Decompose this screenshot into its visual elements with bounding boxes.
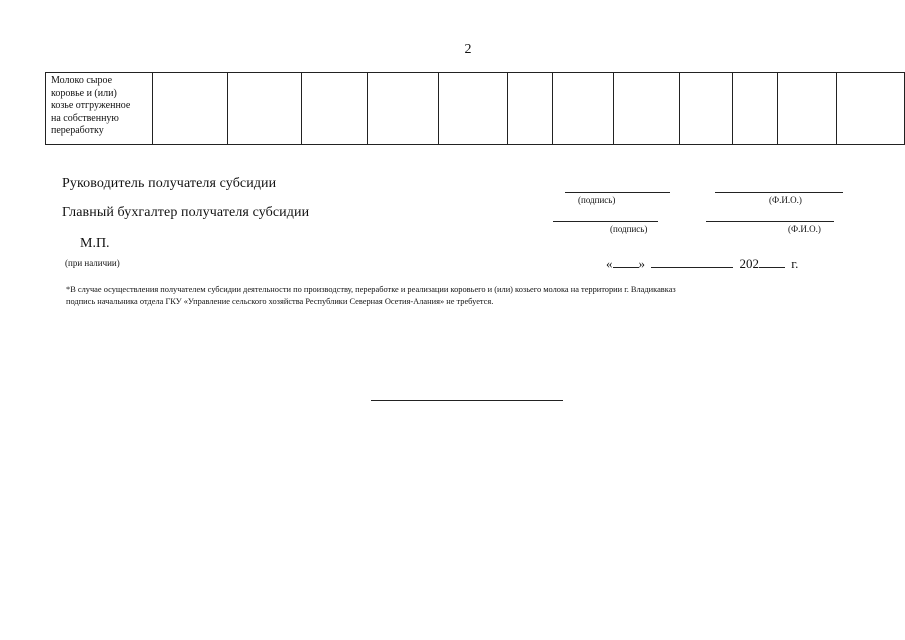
year-suffix: г. <box>791 256 799 271</box>
table-cell <box>836 73 904 145</box>
table-cell <box>553 73 613 145</box>
date-open-quote: « <box>606 256 613 271</box>
accountant-name-line <box>706 221 834 222</box>
row-label-line: коровье и (или) <box>51 87 117 99</box>
table-cell <box>679 73 733 145</box>
footnote <box>66 284 896 308</box>
seal-label: М.П. <box>80 236 110 251</box>
year-blank <box>759 255 785 268</box>
table-cell <box>152 73 227 145</box>
table-cell <box>508 73 553 145</box>
page-number: 2 <box>464 42 472 57</box>
row-label-line: на собственную <box>51 112 119 124</box>
row-label-cell <box>46 73 153 145</box>
row-label-line: Молоко сырое <box>51 75 113 86</box>
table-cell <box>227 73 301 145</box>
date-close-quote: » <box>638 256 645 271</box>
day-blank <box>613 255 639 268</box>
table-row <box>46 73 905 145</box>
head-name-line <box>715 192 843 193</box>
footnote-line: подпись начальника отдела ГКУ «Управление сельского хозяйства Республики Северная Осетия-Алания» не требуется. <box>66 297 494 306</box>
year-prefix: 202 <box>739 256 759 271</box>
month-blank <box>651 255 733 268</box>
head-name-caption: (Ф.И.О.) <box>769 195 802 205</box>
seal-note: (при наличии) <box>65 258 120 268</box>
bottom-separator <box>371 400 563 401</box>
table-cell <box>733 73 778 145</box>
milk-row-table <box>45 72 905 145</box>
date-line <box>606 255 798 272</box>
accountant-signature-line <box>553 221 658 222</box>
head-signature-line <box>565 192 670 193</box>
accountant-title: Главный бухгалтер получателя субсидии <box>62 205 310 220</box>
row-label-line: козье отгруженное <box>51 100 131 111</box>
head-title: Руководитель получателя субсидии <box>62 176 277 191</box>
accountant-signature-caption: (подпись) <box>610 224 648 234</box>
footnote-line: *В случае осуществления получателем субсидии деятельности по производству, переработке и реализации коровьего и (или) козьего молока на территории г. Владикавказ <box>66 285 676 294</box>
accountant-name-caption: (Ф.И.О.) <box>788 224 821 234</box>
row-label-line: переработку <box>51 125 104 136</box>
table-cell <box>301 73 367 145</box>
table-cell <box>439 73 508 145</box>
table-cell <box>778 73 836 145</box>
table-cell <box>613 73 679 145</box>
table-cell <box>368 73 439 145</box>
data-table <box>45 72 905 145</box>
head-signature-caption: (подпись) <box>578 195 616 205</box>
